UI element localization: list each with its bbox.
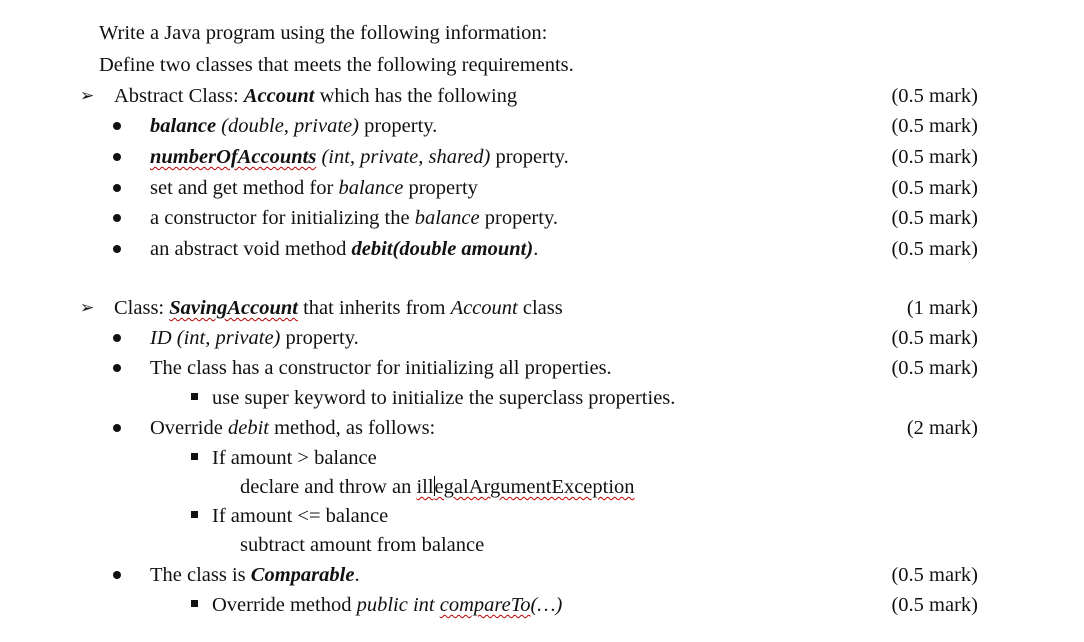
account-heading: Abstract Class: Account which has the following: [114, 85, 518, 107]
account-item-mark: (0.5 mark): [891, 115, 978, 137]
account-item-set-get: set and get method for balance property: [150, 177, 478, 199]
saving-item-override-debit: Override debit method, as follows:: [150, 417, 436, 439]
saving-if-less-equal: If amount <= balance: [212, 505, 389, 527]
saving-ctor-mark: (0.5 mark): [891, 357, 978, 379]
saving-comparable-mark: (0.5 mark): [891, 564, 978, 586]
saving-item-comparable: The class is Comparable.: [150, 564, 360, 586]
bullet-icon: [113, 364, 121, 372]
saving-compareto-line: Override method public int compareTo(…): [212, 594, 563, 616]
bullet-icon: [113, 153, 121, 161]
saving-item-constructor: The class has a constructor for initializing all properties.: [150, 357, 612, 379]
bullet-icon: [113, 334, 121, 342]
saving-throw-line: declare and throw an illegalArgumentException: [240, 476, 635, 498]
account-item-number-of-accounts: numberOfAccounts (int, private, shared) property.: [150, 146, 569, 168]
square-bullet-icon: [191, 453, 198, 460]
saving-item-id: ID (int, private) property.: [150, 327, 359, 349]
account-item-constructor: a constructor for initializing the balance property.: [150, 207, 558, 229]
saving-heading: Class: SavingAccount that inherits from Account class: [114, 297, 563, 319]
bullet-icon: [113, 184, 121, 192]
saving-if-greater: If amount > balance: [212, 447, 377, 469]
bullet-icon: [113, 122, 121, 130]
square-bullet-icon: [191, 600, 198, 607]
square-bullet-icon: [191, 511, 198, 518]
intro-line-2: Define two classes that meets the following requirements.: [99, 54, 574, 76]
account-item-mark: (0.5 mark): [891, 238, 978, 260]
account-item-debit: an abstract void method debit(double amount).: [150, 238, 539, 260]
bullet-icon: [113, 245, 121, 253]
saving-override-mark: (2 mark): [906, 417, 978, 439]
saving-id-mark: (0.5 mark): [891, 327, 978, 349]
saving-compareto-mark: (0.5 mark): [891, 594, 978, 616]
saving-super-note: use super keyword to initialize the superclass properties.: [212, 387, 676, 409]
bullet-icon: [113, 424, 121, 432]
arrow-bullet-icon: ➢: [80, 86, 95, 106]
account-item-mark: (0.5 mark): [891, 207, 978, 229]
square-bullet-icon: [191, 393, 198, 400]
account-item-mark: (0.5 mark): [891, 146, 978, 168]
account-mark: (0.5 mark): [891, 85, 978, 107]
saving-subtract-line: subtract amount from balance: [240, 534, 485, 556]
account-item-mark: (0.5 mark): [891, 177, 978, 199]
bullet-icon: [113, 214, 121, 222]
account-item-balance: balance (double, private) property.: [150, 115, 438, 137]
intro-line-1: Write a Java program using the following information:: [99, 22, 548, 44]
saving-mark: (1 mark): [906, 297, 978, 319]
bullet-icon: [113, 571, 121, 579]
arrow-bullet-icon: ➢: [80, 298, 95, 318]
